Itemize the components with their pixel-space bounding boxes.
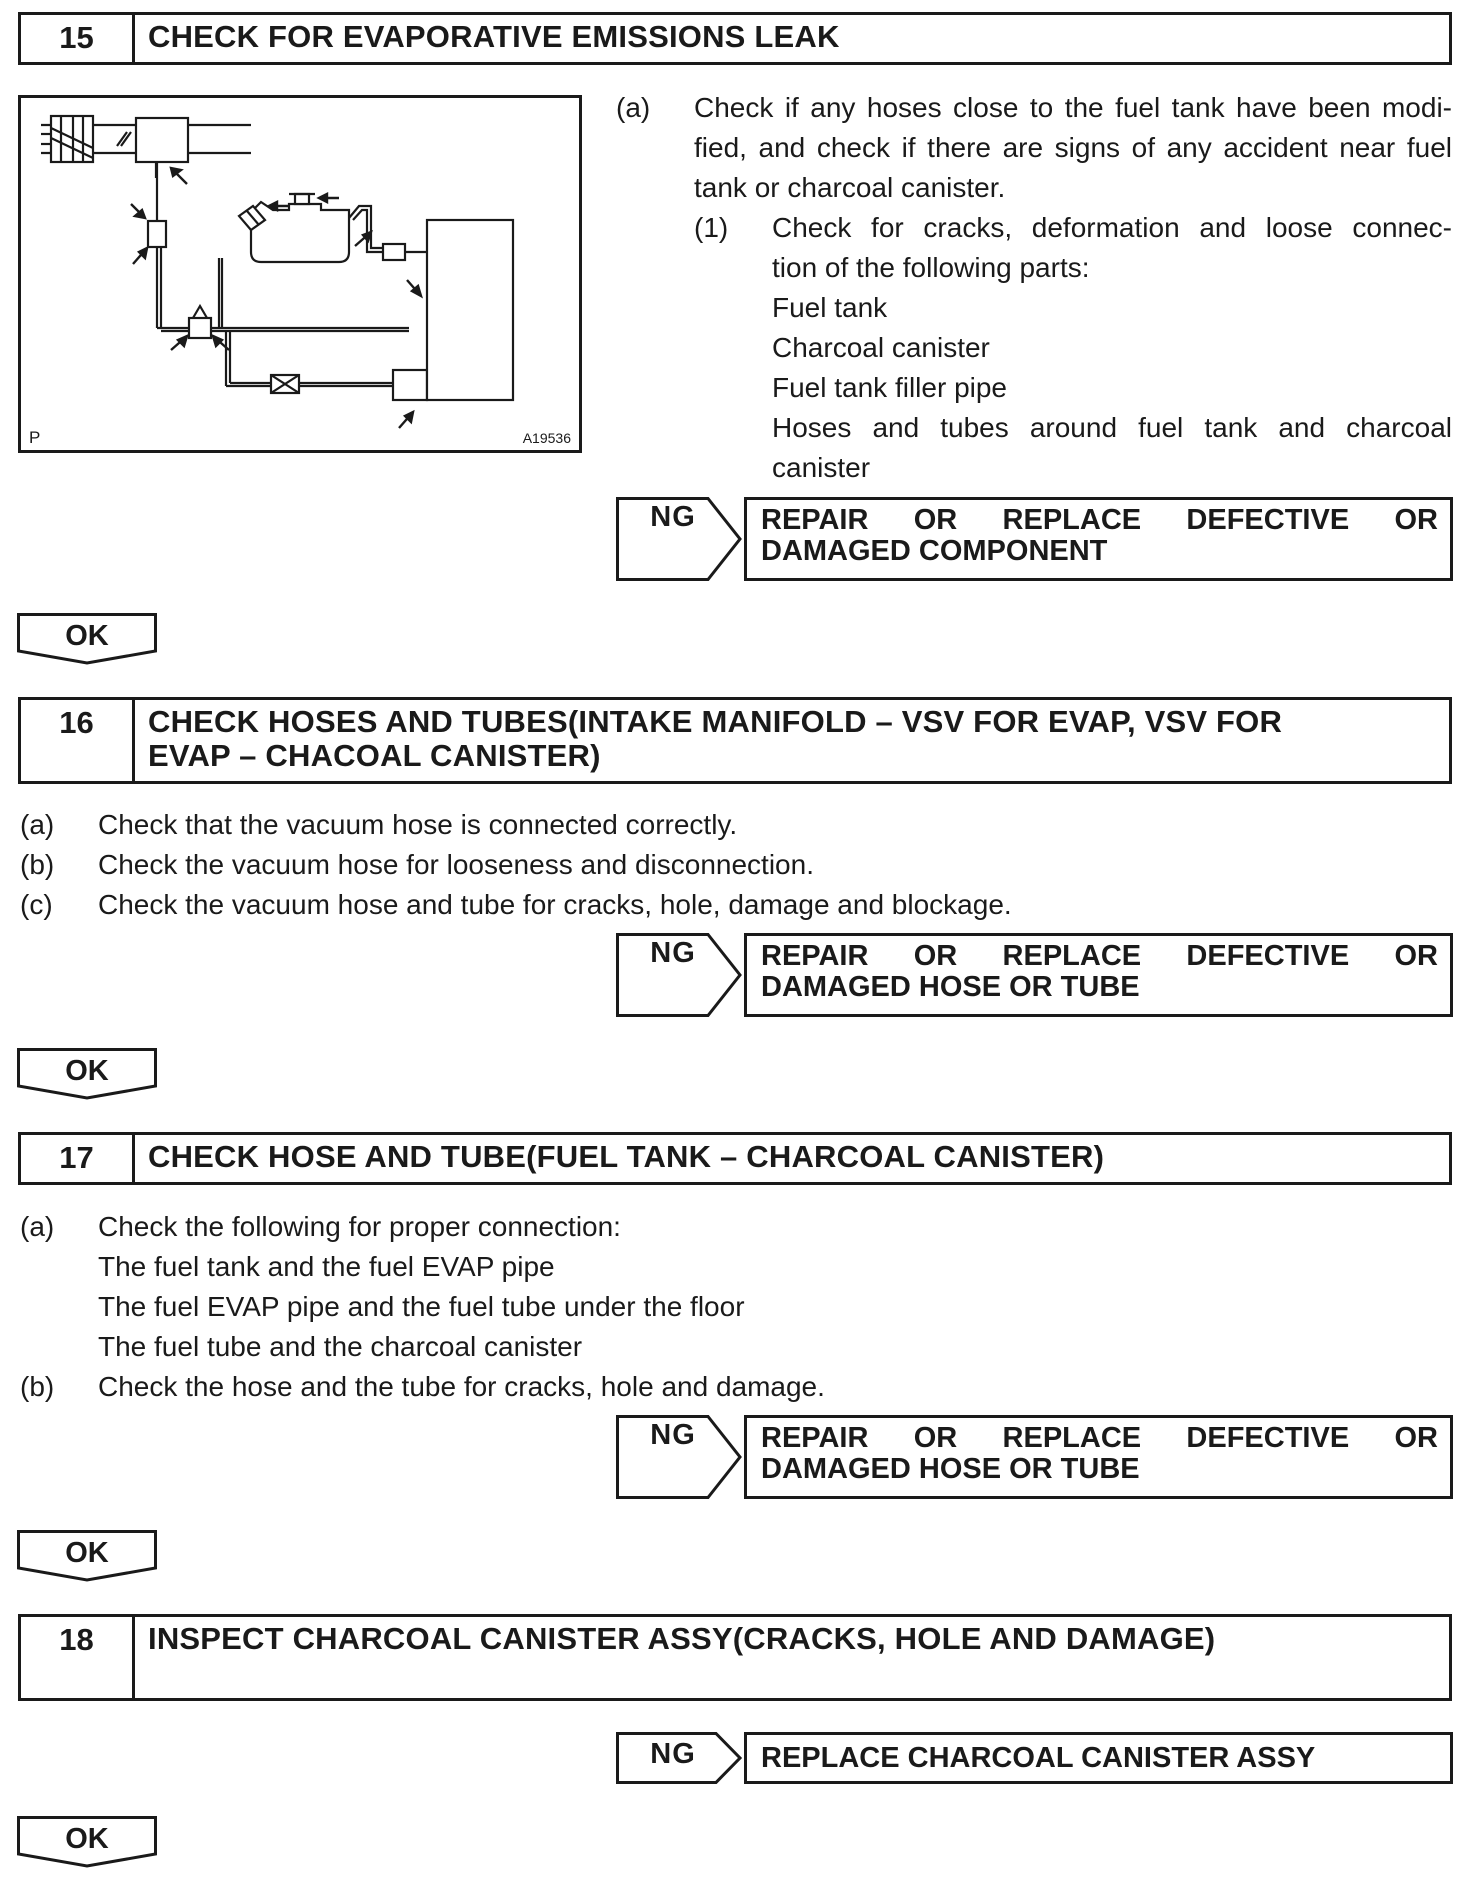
step-title [148,705,1441,773]
ok-label: OK [65,1055,109,1087]
ok-label: OK [65,620,109,652]
sub-1-text [772,208,1452,488]
title-line: EVAP – CHACOAL CANISTER) [148,738,601,773]
step-title: INSPECT CHARCOAL CANISTER ASSY(CRACKS, HOLE AND DAMAGE) [148,1621,1216,1656]
action-line: DAMAGED HOSE OR TUBE [761,971,1140,1003]
ng-label: NG [650,1419,696,1451]
action-line: REPAIR OR REPLACE DEFECTIVE OR [761,504,1438,536]
item-text: Check that the vacuum hose is connected correctly. [98,809,738,840]
action-line: DAMAGED COMPONENT [761,535,1108,567]
item-b-text: Check the hose and the tube for cracks, hole and damage. [98,1371,825,1402]
item-a-label: (a) [20,1211,55,1242]
ng-label: NG [650,1738,696,1770]
sub-1-label: (1) [694,212,729,243]
ng-result-16 [616,933,1453,1017]
title-line: CHECK HOSES AND TUBES(INTAKE MANIFOLD – VSV FOR EVAP, VSV FOR [148,704,1283,739]
step-number: 17 [21,1135,135,1182]
step-15-header [18,12,1452,65]
item-a-line: Check the following for proper connection: [98,1211,621,1242]
ok-label: OK [65,1537,109,1569]
item-a-line: Check if any hoses close to the fuel tank have been modi- [694,92,1452,123]
ng-action-box [744,497,1453,581]
step-number: 15 [21,15,135,62]
item-text: Check the vacuum hose and tube for cracks, hole, damage and blockage. [98,889,1012,920]
step-number: 16 [21,700,135,781]
part-item: Charcoal canister [772,332,990,363]
step-title: CHECK FOR EVAPORATIVE EMISSIONS LEAK [148,19,840,54]
ok-result-16 [17,1048,157,1100]
ok-result-18 [17,1816,157,1868]
item-label: (b) [20,849,55,880]
step-18-header [18,1614,1452,1701]
ng-label: NG [650,937,696,969]
action-line: REPLACE CHARCOAL CANISTER ASSY [761,1742,1316,1774]
item-a-text [694,88,1452,208]
figure-id: A19536 [522,430,571,446]
sub-1-line: tion of the following parts: [772,252,1090,283]
connection-item: The fuel tank and the fuel EVAP pipe [98,1251,555,1282]
step-title: CHECK HOSE AND TUBE(FUEL TANK – CHARCOAL CANISTER) [148,1139,1105,1174]
item-a-line: fied, and check if there are signs of any accident near fuel [694,132,1452,163]
figure-corner-label: P [29,428,41,447]
part-item: Fuel tank filler pipe [772,372,1008,403]
ng-action-box [744,933,1453,1017]
ok-result-17 [17,1530,157,1582]
connection-item: The fuel EVAP pipe and the fuel tube under the floor [98,1291,745,1322]
item-a-text [98,1207,745,1367]
item-label: (a) [20,809,55,840]
ng-action-box [744,1415,1453,1499]
sub-1-line: Check for cracks, deformation and loose connec- [772,212,1452,243]
ok-result-15 [17,613,157,665]
item-label: (c) [20,889,53,920]
ng-label: NG [650,501,696,533]
action-line: REPAIR OR REPLACE DEFECTIVE OR [761,940,1438,972]
ng-result-15 [616,497,1453,581]
evap-system-diagram [18,95,582,453]
item-a-label: (a) [616,92,651,123]
ng-result-18 [616,1732,1453,1784]
ng-result-17 [616,1415,1453,1499]
ng-action-box [744,1732,1453,1784]
ok-label: OK [65,1823,109,1855]
step-17-header [18,1132,1452,1185]
item-text: Check the vacuum hose for looseness and disconnection. [98,849,814,880]
item-b-label: (b) [20,1371,55,1402]
evap-diagram-drawing [21,98,579,450]
action-line: DAMAGED HOSE OR TUBE [761,1453,1140,1485]
step-number: 18 [21,1617,135,1698]
part-item: Hoses and tubes around fuel tank and charcoal [772,412,1452,443]
part-item: canister [772,452,871,483]
step-16-header [18,697,1452,784]
item-a-line: tank or charcoal canister. [694,172,1006,203]
action-line: REPAIR OR REPLACE DEFECTIVE OR [761,1422,1438,1454]
connection-item: The fuel tube and the charcoal canister [98,1331,583,1362]
part-item: Fuel tank [772,292,888,323]
